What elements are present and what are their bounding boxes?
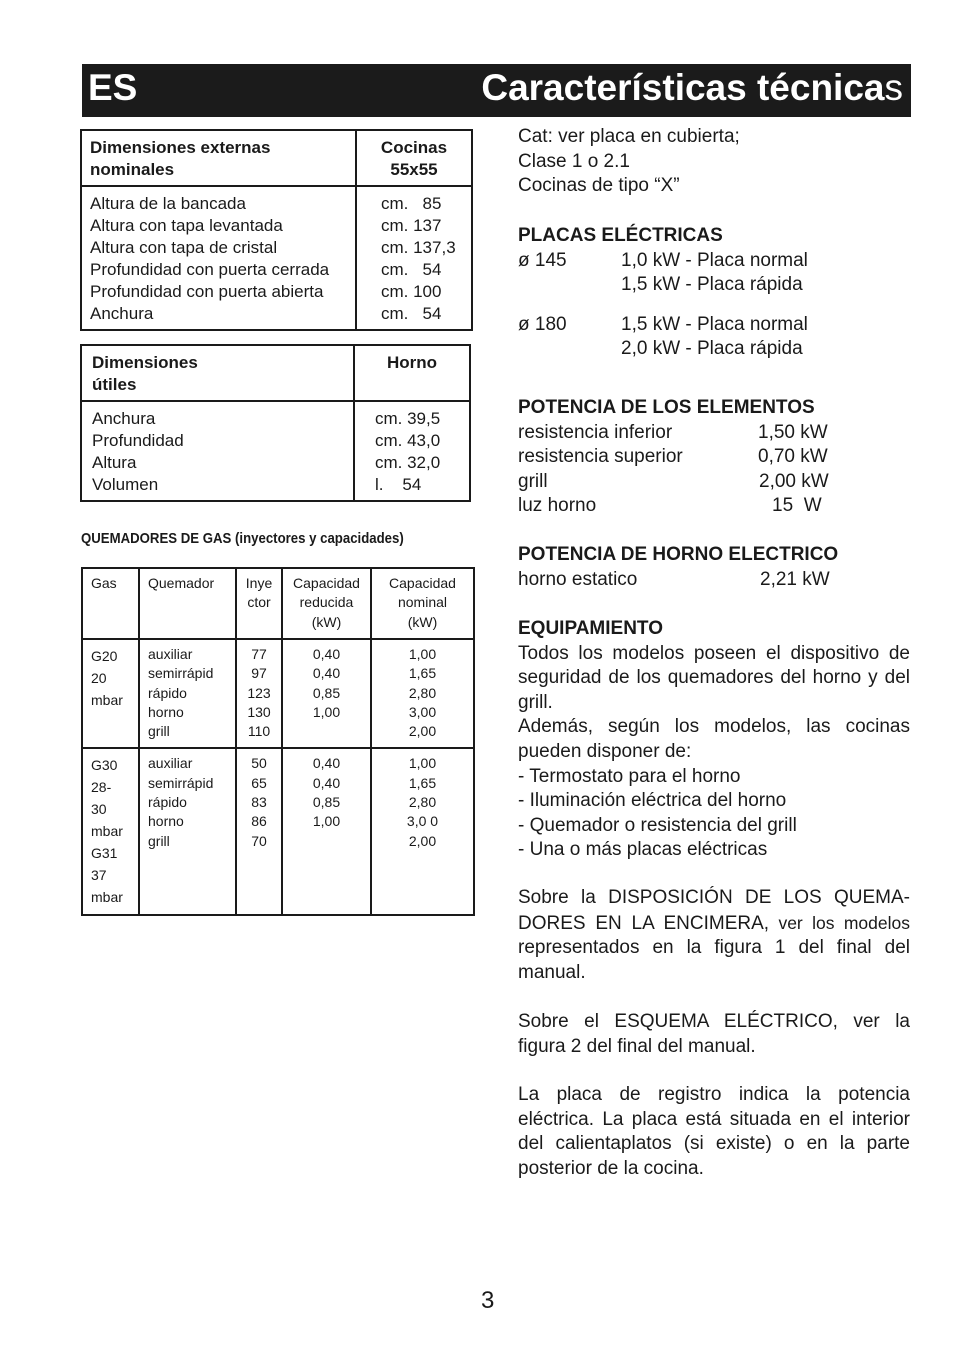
injector-column-header: Inye ctor <box>236 568 282 639</box>
section-heading: POTENCIA DE HORNO ELECTRICO <box>518 544 839 565</box>
power-label: grill <box>518 470 548 492</box>
useful-dimensions-header <box>81 345 354 401</box>
header-line: Dimensiones <box>92 353 198 372</box>
burner-layout-paragraph <box>518 886 910 985</box>
equipment-section <box>518 617 910 863</box>
dimension-label: Profundidad con puerta cerrada <box>90 260 330 279</box>
dimension-label: Anchura <box>90 304 154 323</box>
gas-column-header: Gas <box>82 568 139 639</box>
useful-value: cm. 43,0 <box>375 431 441 450</box>
useful-labels <box>81 401 354 501</box>
section-heading: EQUIPAMIENTO <box>518 618 663 639</box>
dimension-value: cm. 54 <box>381 304 442 323</box>
reduced-capacity-cell: 0,40 0,40 0,85 1,00 <box>282 639 371 748</box>
dimension-values <box>356 186 472 330</box>
reduced-capacity-header: Capacidad reducida (kW) <box>282 568 371 639</box>
plate-spec: 1,5 kW - Placa rápida <box>621 274 803 296</box>
gas-type-cell: G30 28- 30 mbar G31 37 mbar <box>82 748 139 915</box>
plate-row <box>518 313 910 338</box>
injector-cell: 50 65 83 86 70 <box>236 748 282 915</box>
useful-value: cm. 32,0 <box>375 453 441 472</box>
intro-line: Cat: ver placa en cubierta; <box>518 126 740 147</box>
useful-value: l. 54 <box>375 475 422 494</box>
useful-label: Altura <box>92 453 137 472</box>
page-title <box>481 67 903 109</box>
dimension-label: Altura de la bancada <box>90 194 246 213</box>
header-line: Cocinas <box>380 138 448 157</box>
power-label: luz horno <box>518 495 597 517</box>
dimension-labels <box>81 186 356 330</box>
dimension-value: cm. 85 <box>381 194 442 213</box>
oven-header: Horno <box>354 345 470 401</box>
dimension-value: cm. 137 <box>381 216 442 235</box>
power-value: 2,00 kW <box>759 470 829 492</box>
equipment-paragraph: Todos los modelos poseen el dispositivo de seguridad de los quemadores del horno y del grill. <box>518 642 910 713</box>
gas-burners-table <box>81 567 475 916</box>
section-heading: PLACAS ELÉCTRICAS <box>518 225 723 246</box>
gas-burners-heading: QUEMADORES DE GAS (inyectores y capacidades) <box>81 530 404 547</box>
page-title-last: s <box>884 67 903 108</box>
dimension-label: Altura con tapa de cristal <box>90 238 278 257</box>
power-row <box>518 421 910 446</box>
power-value: 15 W <box>772 495 822 517</box>
useful-label: Anchura <box>92 409 156 428</box>
power-value: 1,50 kW <box>758 421 828 443</box>
useful-dimensions-table <box>80 344 471 502</box>
electric-plates-section <box>518 224 910 362</box>
equipment-list-item: - Iluminación eléctrica del horno <box>518 790 787 812</box>
intro-line: Clase 1 o 2.1 <box>518 150 630 172</box>
header-line: útiles <box>92 375 137 394</box>
oven-power-section <box>518 543 910 592</box>
equipment-paragraph: Además, según los modelos, las cocinas pueden disponer de: <box>518 716 910 762</box>
nominal-capacity-cell: 1,00 1,65 2,80 3,00 2,00 <box>371 639 474 748</box>
spacer <box>518 298 910 313</box>
power-value: 0,70 kW <box>758 446 828 468</box>
oven-power-value: 2,21 kW <box>760 568 830 590</box>
injector-cell: 77 97 123 130 110 <box>236 639 282 748</box>
cookers-header <box>356 130 472 186</box>
equipment-list-item: - Una o más placas eléctricas <box>518 839 768 861</box>
power-row <box>518 445 910 470</box>
paragraph-text: representados en la figura 1 del final del manual. <box>518 937 910 983</box>
power-label: resistencia superior <box>518 446 683 468</box>
power-row <box>518 494 910 519</box>
plate-size: ø 180 <box>518 313 567 335</box>
useful-label: Volumen <box>92 475 159 494</box>
intro-line: Cocinas de tipo “X” <box>518 175 680 197</box>
dimension-value: cm. 54 <box>381 260 442 279</box>
useful-label: Profundidad <box>92 431 184 450</box>
reduced-capacity-cell: 0,40 0,40 0,85 1,00 <box>282 748 371 915</box>
oven-power-label: horno estatico <box>518 568 638 590</box>
plate-row <box>518 249 910 274</box>
paragraph-text: Sobre la DISPOSICIÓN DE LOS QUEMA-DORES EN LA ENCIMERA, <box>518 887 910 934</box>
plate-spec: 1,0 kW - Placa normal <box>621 249 808 271</box>
header-line: 55x55 <box>390 160 438 179</box>
paragraph-text: ver los modelos <box>769 912 910 933</box>
dimension-label: Altura con tapa levantada <box>90 216 283 235</box>
page-header <box>82 64 911 117</box>
useful-value: cm. 39,5 <box>375 409 441 428</box>
plate-row <box>518 273 910 298</box>
burner-cell: auxiliar semirrápid rápido horno grill <box>139 639 236 748</box>
burner-column-header: Quemador <box>139 568 236 639</box>
page-number: 3 <box>481 1287 495 1314</box>
burner-cell: auxiliar semirrápid rápido horno grill <box>139 748 236 915</box>
power-row <box>518 470 910 495</box>
element-power-section <box>518 396 910 519</box>
plate-size: ø 145 <box>518 249 567 271</box>
plate-spec: 2,0 kW - Placa rápida <box>621 338 803 360</box>
useful-values <box>354 401 470 501</box>
intro-block <box>518 125 910 199</box>
electric-scheme-paragraph: Sobre el ESQUEMA ELÉCTRICO, ver la figura 2 del final del manual. <box>518 1011 910 1057</box>
external-dimensions-header <box>81 130 356 186</box>
equipment-list-item: - Quemador o resistencia del grill <box>518 814 797 836</box>
gas-type-cell: G20 20 mbar <box>82 639 139 748</box>
equipment-list-item: - Termostato para el horno <box>518 765 741 787</box>
rating-plate-paragraph: La placa de registro indica la potencia eléctrica. La placa está situada en el interior del calientaplatos (si existe) o en la parte posterior de la cocina. <box>518 1084 910 1179</box>
plate-spec: 1,5 kW - Placa normal <box>621 313 808 335</box>
page-title-main: Características técnica <box>481 67 885 108</box>
oven-power-row <box>518 568 910 593</box>
language-code: ES <box>88 67 138 108</box>
dimension-value: cm. 100 <box>381 282 442 301</box>
nominal-capacity-cell: 1,00 1,65 2,80 3,0 0 2,00 <box>371 748 474 915</box>
dimension-label: Profundidad con puerta abierta <box>90 282 324 301</box>
header-line: Dimensiones externas <box>90 138 271 157</box>
plate-row <box>518 337 910 362</box>
power-label: resistencia inferior <box>518 421 673 443</box>
section-heading: POTENCIA DE LOS ELEMENTOS <box>518 397 815 418</box>
external-dimensions-table <box>80 129 473 331</box>
header-line: nominales <box>90 160 175 179</box>
dimension-value: cm. 137,3 <box>381 238 456 257</box>
nominal-capacity-header: Capacidad nominal (kW) <box>371 568 474 639</box>
